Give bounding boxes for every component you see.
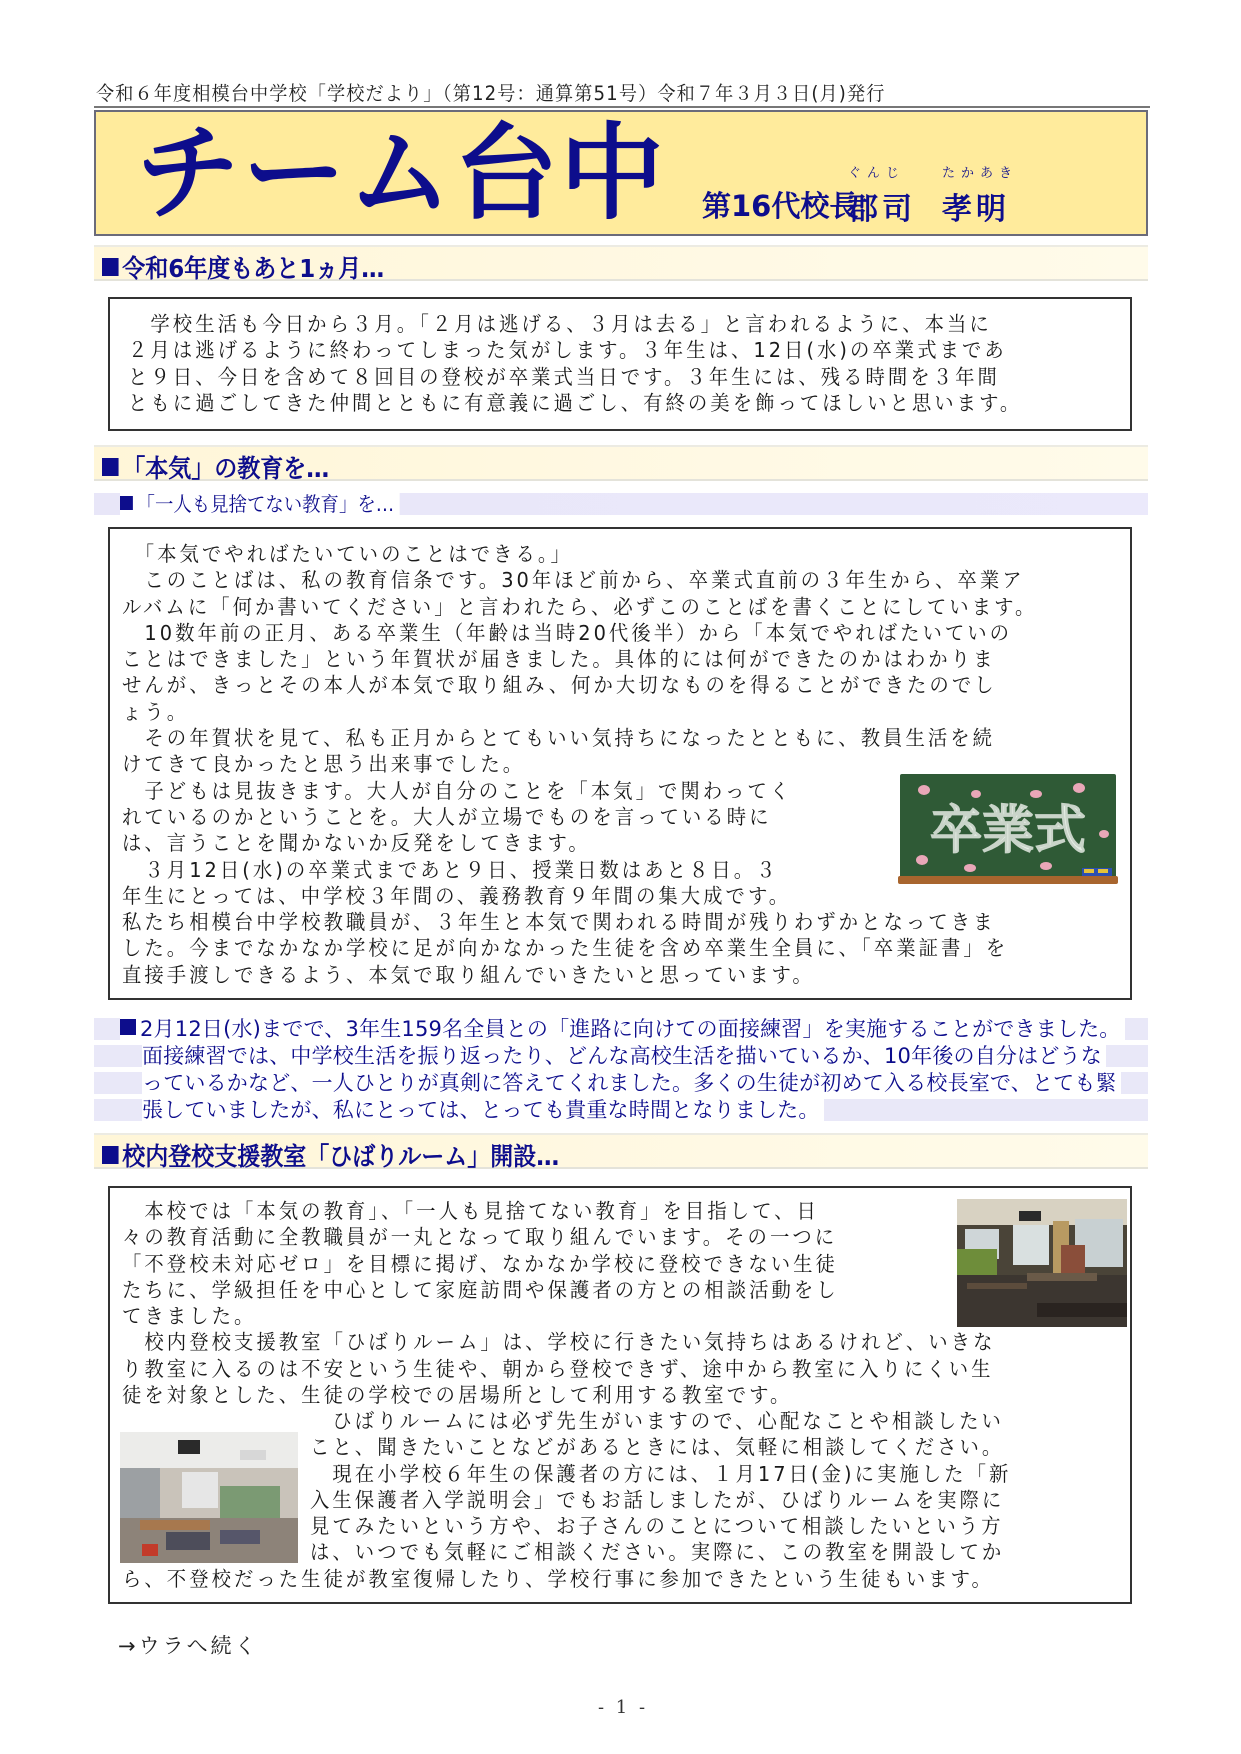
paragraph-line: 入生保護者入学説明会」でもお話しましたが、ひばりルームを実際に [310,1487,1005,1512]
section-heading-1 [94,245,1148,281]
paragraph-line: 子どもは見抜きます。大人が自分のことを「本気」で関わってく [122,778,793,803]
section-heading-text: 令和6年度もあと1ヵ月… [122,254,385,283]
principal-label: 第16代校長 [702,189,859,223]
newsletter-title: チーム台中 [136,112,667,234]
square-bullet-icon [102,458,119,476]
paragraph-line: こと、聞きたいことなどがあるときには、気軽に相談してください。 [310,1435,1005,1460]
graduation-chalkboard-illustration [898,770,1118,888]
section-heading-text: 「本気」の教育を… [122,454,330,483]
paragraph-line: 10数年前の正月、ある卒業生（年齢は当時20代後半）から「本気でやればたいていの [122,620,1013,645]
section-heading-3 [94,1133,1148,1169]
interview-line: っているかなど、一人ひとりが真剣に答えてくれました。多くの生徒が初めて入る校長室で、とても緊 [142,1070,1121,1097]
paragraph-line: 校内登校支援教室「ひばりルーム」は、学校に行きたい気持ちはあるけれど、いきな [122,1330,996,1355]
section-heading-text: 校内登校支援教室「ひばりルーム」開設… [122,1142,560,1171]
hibari-room-photo-2 [120,1432,298,1563]
paragraph-line: ともに過ごしてきた仲間とともに有意義に過ごし、有終の美を飾ってほしいと思います。 [128,390,1023,415]
paragraph-line: 徒を対象とした、生徒の学校での居場所として利用する教室です。 [122,1383,793,1408]
masthead [94,110,1148,236]
paragraph-line: した。今までなかなか学校に足が向かなかった生徒を含め卒業生全員に、「卒業証書」を [122,936,1009,961]
paragraph-line: 「不登校未対応ゼロ」を目標に掲げ、なかなか学校に登校できない生徒 [122,1251,838,1276]
subheading-band [94,493,1148,515]
paragraph-line: 現在小学校６年生の保護者の方には、１月17日(金)に実施した「新 [310,1461,1012,1486]
paragraph-line: は、いつでも気軽にご相談ください。実際に、この教室を開設してか [310,1540,1005,1565]
section-2-textbox [108,527,1132,1000]
paragraph-line: その年賀状を見て、私も正月からとてもいい気持ちになったとともに、教員生活を続 [122,726,996,751]
given-name-ruby: たかあき [942,166,1019,181]
paragraph-line: 直接手渡しできるよう、本気で取り組んでいきたいと思っています。 [122,962,815,987]
paragraph-line: り教室に入るのは不安という生徒や、朝から登校できず、途中から教室に入りにくい生 [122,1356,994,1381]
section-heading-2 [94,445,1148,481]
paragraph-line: 年生にとっては、中学校３年間の、義務教育９年間の集大成です。 [122,883,792,908]
square-bullet-icon [102,1146,119,1164]
paragraph-line: 私たち相模台中学校教職員が、３年生と本気で関われる時間が残りわずかとなってきま [122,910,996,935]
paragraph-line: このことばは、私の教育信条です。30年ほど前から、卒業式直前の３年生から、卒業ア [122,568,1025,593]
svg-text:卒業式: 卒業式 [929,801,1087,861]
principal-given-name: 孝明 [942,192,1010,227]
issue-line: 令和６年度相模台中学校「学校だより」（第12号：通算第51号）令和７年３月３日(月)発行 [96,82,886,105]
paragraph-line: 学校生活も今日から３月。「２月は逃げる、３月は去る」と言われるように、本当に [128,312,992,336]
paragraph-line: れているのかということを。大人が立場でものを言っている時に [122,804,772,829]
paragraph-line: てきました。 [122,1304,257,1329]
page-number: - 1 - [598,1697,649,1718]
paragraph-line: けてきて良かったと思う出来事でした。 [122,752,526,777]
paragraph-line: 見てみたいという方や、お子さんのことについて相談したいという方 [310,1514,1004,1539]
paragraph-line: ことはできました」という年賀状が届きました。具体的には何ができたのかはわかりま [122,647,996,672]
paragraph-line: と９日、今日を含めて８回目の登校が卒業式当日です。３年生には、残る時間を３年間 [128,364,1000,389]
interview-line: 2月12日(水)までで、3年生159名全員との「進路に向けての面接練習」を実施することができました。 [140,1017,1121,1041]
paragraph-line: せんが、きっとその本人が本気で取り組み、何か大切なものを得ることができたのでし [122,673,997,698]
interview-note [120,1016,1125,1124]
paragraph-line: ょう。 [122,699,190,724]
square-bullet-icon [120,496,133,510]
paragraph-line: 本校では「本気の教育」、「一人も見捨てない教育」を目指して、日 [122,1199,819,1223]
interview-line: 面接練習では、中学校生活を振り返ったり、どんな高校生活を描いているか、10年後の自分はどうな [142,1043,1106,1070]
continued-on-back-note: →ウラへ続く [118,1634,259,1658]
paragraph-line: ルバムに「何か書いてください」と言われたら、必ずこのことばを書くことにしています。 [122,594,1038,619]
paragraph-line: ら、不登校だった生徒が教室復帰したり、学校行事に参加できたという生徒もいます。 [122,1567,994,1591]
paragraph-line: ひばりルームには必ず先生がいますので、心配なことや相談したい [310,1409,1004,1433]
section-1-textbox [108,297,1132,431]
subheading-text: 「一人も見捨てない教育」を… [136,492,395,516]
surname-ruby: ぐんじ [848,166,906,181]
hibari-room-photo [957,1199,1127,1327]
paragraph-line: 「本気でやればたいていのことはできる。」 [122,542,573,566]
paragraph-line: 々の教育活動に全教職員が一丸となって取り組んでいます。その一つに [122,1225,838,1250]
square-bullet-icon [102,258,119,276]
paragraph-line: ３月12日(水)の卒業式まであと９日、授業日数はあと８日。３ [122,857,779,882]
interview-line: 張していましたが、私にとっては、とっても貴重な時間となりました。 [142,1097,824,1124]
issue-divider [94,106,1150,108]
paragraph-line: ２月は逃げるように終わってしまった気がします。３年生は、12日(水)の卒業式まであ [128,338,1007,363]
square-bullet-icon [120,1019,136,1035]
paragraph-line: は、言うことを聞かないか反発をしてきます。 [122,831,591,856]
paragraph-line: たちに、学級担任を中心として家庭訪問や保護者の方との相談活動をし [122,1277,839,1302]
principal-surname: 郡司 [848,192,916,227]
